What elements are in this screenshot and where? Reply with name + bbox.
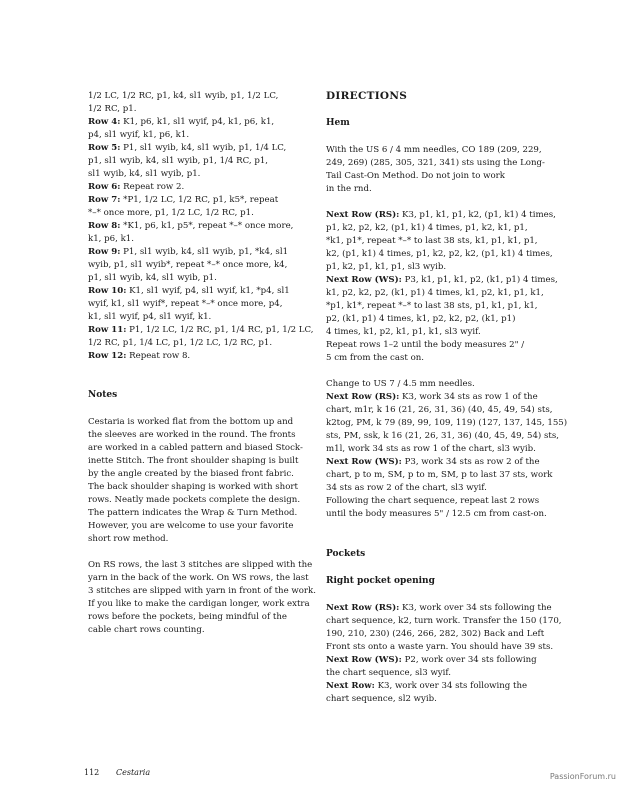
hem-rows <box>326 209 558 365</box>
row-text: *K1, p6, k1, p5*, repeat *–* once more, <box>120 221 294 231</box>
row-text: sts, PM, ssk, k 16 (21, 26, 31, 36) (40, 45, 49, 54) sts, <box>326 431 560 441</box>
instruction-line <box>326 469 553 482</box>
instruction-line <box>88 233 310 246</box>
directions-title: DIRECTIONS <box>326 90 408 102</box>
hem-intro <box>326 144 548 196</box>
row-text: K3, p1, k1, p1, k2, (p1, k1) 4 times, <box>399 210 556 220</box>
notes-paragraph-1 <box>88 416 310 546</box>
instruction-line <box>326 391 548 404</box>
instruction-line <box>326 417 568 430</box>
row-text: 1/2 LC, 1/2 RC, p1, k4, sl1 wyib, p1, 1/2 LC, <box>88 91 279 101</box>
notes-paragraph-2 <box>88 559 316 637</box>
instruction-line <box>326 261 548 274</box>
text-line: the sleeves are worked in the round. The fronts <box>88 430 296 440</box>
row-text: K1, p6, k1, sl1 wyif, p4, k1, p6, k1, <box>120 117 275 127</box>
row-text: k2tog, PM, k 79 (89, 99, 109, 119) (127, 137, 145, 155) <box>326 418 568 428</box>
instruction-line <box>88 103 310 116</box>
row-text: k1, sl1 wyif, p4, sl1 wyif, k1. <box>88 312 212 322</box>
instruction-line <box>326 313 548 326</box>
instruction-line <box>326 495 548 508</box>
instruction-line <box>326 248 553 261</box>
text-line: short row method. <box>88 534 169 544</box>
row-text: 1/2 RC, p1. <box>88 104 137 114</box>
text-line: The back shoulder shaping is worked with short <box>88 482 298 492</box>
row-text: K3, work over 34 sts following the <box>374 681 528 691</box>
instruction-line <box>326 274 558 287</box>
instruction-line <box>326 287 548 300</box>
instruction-line <box>326 693 548 706</box>
row-instructions-continued <box>88 90 314 363</box>
row-label: Next Row: <box>326 681 375 691</box>
instruction-line <box>326 235 548 248</box>
instruction-line <box>88 285 310 298</box>
text-line: yarn in the back of the work. On WS rows, the last <box>88 573 309 583</box>
row-text: k1, p2, k2, p2, (k1, p1) 4 times, k1, p2, k1, p1, k1, <box>326 288 544 298</box>
row-text: m1l, work 34 sts as row 1 of the chart, sl3 wyib. <box>326 444 536 454</box>
instruction-line <box>88 350 310 363</box>
instruction-line <box>326 352 548 365</box>
instruction-line <box>326 641 554 654</box>
row-text: 190, 210, 230) (246, 266, 282, 302) Back and Left <box>326 629 545 639</box>
instruction-line <box>326 404 553 417</box>
text-line: rows. Neatly made pockets complete the design. <box>88 495 301 505</box>
row-text: chart sequence, k2, turn work. Transfer the 150 (170, <box>326 616 562 626</box>
row-text: P3, work 34 sts as row 2 of the <box>401 457 540 467</box>
instruction-line <box>326 482 548 495</box>
text-line: rows before the pockets, being mindful of the <box>88 612 287 622</box>
instruction-line <box>326 602 552 615</box>
row-text: chart, p to m, SM, p to m, SM, p to last 37 sts, work <box>326 470 553 480</box>
instruction-line <box>88 272 310 285</box>
row-label: Row 4: <box>88 117 121 127</box>
row-text: P3, k1, p1, k1, p2, (k1, p1) 4 times, <box>401 275 558 285</box>
instruction-line <box>326 300 548 313</box>
row-text: P1, sl1 wyib, k4, sl1 wyib, p1, 1/4 LC, <box>120 143 287 153</box>
row-text: *–* once more, p1, 1/2 LC, 1/2 RC, p1. <box>88 208 254 218</box>
text-line: If you like to make the cardigan longer, work extra <box>88 599 310 609</box>
row-label: Row 11: <box>88 325 127 335</box>
row-text: 5 cm from the cast on. <box>326 353 425 363</box>
instruction-line <box>88 155 310 168</box>
hem-heading: Hem <box>326 118 350 128</box>
row-text: p1, sl1 wyib, k4, sl1 wyib, p1, 1/4 RC, p1, <box>88 156 269 166</box>
row-text: Front sts onto a waste yarn. You should have 39 sts. <box>326 642 554 652</box>
instruction-line <box>326 209 556 222</box>
instruction-line <box>326 326 548 339</box>
row-label: Row 6: <box>88 182 121 192</box>
page-number: 112 <box>84 768 100 777</box>
row-text: K1, sl1 wyif, p4, sl1 wyif, k1, *p4, sl1 <box>126 286 290 296</box>
instruction-line <box>326 378 548 391</box>
notes-heading: Notes <box>88 390 118 400</box>
instruction-line <box>88 129 310 142</box>
text-line: Cestaria is worked flat from the bottom up and <box>88 417 294 427</box>
row-text: Following the chart sequence, repeat last 2 rows <box>326 496 540 506</box>
row-text: the chart sequence, sl3 wyif. <box>326 668 452 678</box>
instruction-line <box>326 508 548 521</box>
row-text: *p1, k1*, repeat *–* to last 38 sts, p1, k1, p1, k1, <box>326 301 538 311</box>
instruction-line <box>326 339 548 352</box>
row-text: p1, sl1 wyib, k4, sl1 wyib, p1. <box>88 273 217 283</box>
row-text: sl1 wyib, k4, sl1 wyib, p1. <box>88 169 201 179</box>
row-label: Next Row (RS): <box>326 210 400 220</box>
text-line: Tail Cast-On Method. Do not join to work <box>326 171 505 181</box>
text-line: 3 stitches are slipped with yarn in front of the work. <box>88 586 316 596</box>
row-text: P1, 1/2 LC, 1/2 RC, p1, 1/4 RC, p1, 1/2 LC, <box>126 325 314 335</box>
instruction-line <box>88 168 310 181</box>
row-label: Next Row (RS): <box>326 603 400 613</box>
instruction-line <box>326 456 548 469</box>
row-label: Next Row (RS): <box>326 392 400 402</box>
row-label: Next Row (WS): <box>326 275 402 285</box>
instruction-line <box>326 430 560 443</box>
text-line: inette Stitch. The front shoulder shaping is built <box>88 456 299 466</box>
row-text: until the body measures 5" / 12.5 cm from cast-on. <box>326 509 547 519</box>
text-line: cable chart rows counting. <box>88 625 205 635</box>
text-line: 249, 269) (285, 305, 321, 341) sts using the Long- <box>326 158 545 168</box>
row-text: Repeat row 2. <box>120 182 185 192</box>
row-text: *P1, 1/2 LC, 1/2 RC, p1, k5*, repeat <box>120 195 279 205</box>
needle-change-rows <box>326 378 568 521</box>
row-text: k2, (p1, k1) 4 times, p1, k2, p2, k2, (p1, k1) 4 times, <box>326 249 553 259</box>
row-label: Row 9: <box>88 247 121 257</box>
instruction-line <box>326 654 548 667</box>
row-label: Next Row (WS): <box>326 457 402 467</box>
row-text: p1, k2, p2, k2, (p1, k1) 4 times, p1, k2, k1, p1, <box>326 223 528 233</box>
watermark-text: PassionForum.ru <box>549 772 616 781</box>
instruction-line <box>88 194 310 207</box>
row-label: Row 10: <box>88 286 127 296</box>
instruction-line <box>88 259 310 272</box>
instruction-line <box>88 220 310 233</box>
row-label: Row 7: <box>88 195 121 205</box>
row-text: *k1, p1*, repeat *–* to last 38 sts, k1, p1, k1, p1, <box>326 236 538 246</box>
instruction-line <box>326 222 548 235</box>
row-text: k1, p6, k1. <box>88 234 134 244</box>
instruction-line <box>88 142 310 155</box>
instruction-line <box>88 207 310 220</box>
row-text: Repeat rows 1–2 until the body measures 2" / <box>326 340 525 350</box>
instruction-line <box>88 246 310 259</box>
row-text: wyif, k1, sl1 wyif*, repeat *–* once more, p4, <box>88 299 283 309</box>
text-line: in the rnd. <box>326 184 372 194</box>
instruction-line <box>88 181 310 194</box>
instruction-line <box>88 324 314 337</box>
row-label: Next Row (WS): <box>326 655 402 665</box>
row-text: chart sequence, sl2 wyib. <box>326 694 437 704</box>
instruction-line <box>326 628 548 641</box>
instruction-line <box>88 337 310 350</box>
row-text: K3, work 34 sts as row 1 of the <box>399 392 538 402</box>
row-text: K3, work over 34 sts following the <box>399 603 552 613</box>
instruction-line <box>88 90 310 103</box>
right-pocket-heading: Right pocket opening <box>326 576 435 586</box>
instruction-line <box>326 443 548 456</box>
instruction-line <box>88 298 310 311</box>
row-text: P1, sl1 wyib, k4, sl1 wyib, p1, *k4, sl1 <box>120 247 289 257</box>
text-line: On RS rows, the last 3 stitches are slipped with the <box>88 560 313 570</box>
row-label: Row 5: <box>88 143 121 153</box>
row-label: Row 8: <box>88 221 121 231</box>
running-title: Cestaria <box>116 768 151 777</box>
right-column <box>326 90 568 719</box>
text-line: The pattern indicates the Wrap & Turn Method. <box>88 508 298 518</box>
instruction-line <box>326 680 548 693</box>
row-text: p2, (k1, p1) 4 times, k1, p2, k2, p2, (k1, p1) <box>326 314 516 324</box>
row-label: Row 12: <box>88 351 127 361</box>
pockets-heading: Pockets <box>326 549 366 559</box>
instruction-line <box>88 116 310 129</box>
row-text: 4 times, k1, p2, k1, p1, k1, sl3 wyif. <box>326 327 481 337</box>
row-text: p1, k2, p1, k1, p1, sl3 wyib. <box>326 262 447 272</box>
pocket-rows <box>326 602 562 706</box>
instruction-line <box>326 615 562 628</box>
row-text: 1/2 RC, p1, 1/4 LC, p1, 1/2 LC, 1/2 RC, p1. <box>88 338 273 348</box>
left-column <box>88 90 316 650</box>
row-text: p4, sl1 wyif, k1, p6, k1. <box>88 130 190 140</box>
row-text: P2, work over 34 sts following <box>401 655 537 665</box>
text-line: are worked in a cabled pattern and biased Stock- <box>88 443 303 453</box>
instruction-line <box>326 667 548 680</box>
row-text: Repeat row 8. <box>126 351 191 361</box>
row-text: 34 sts as row 2 of the chart, sl3 wyif. <box>326 483 487 493</box>
row-text: wyib, p1, sl1 wyib*, repeat *–* once more, k4, <box>88 260 288 270</box>
text-line: by the angle created by the biased front fabric. <box>88 469 294 479</box>
row-text: Change to US 7 / 4.5 mm needles. <box>326 379 475 389</box>
row-text: chart, m1r, k 16 (21, 26, 31, 36) (40, 45, 49, 54) sts, <box>326 405 553 415</box>
text-line: With the US 6 / 4 mm needles, CO 189 (209, 229, <box>326 145 542 155</box>
instruction-line <box>88 311 310 324</box>
text-line: However, you are welcome to use your favorite <box>88 521 294 531</box>
